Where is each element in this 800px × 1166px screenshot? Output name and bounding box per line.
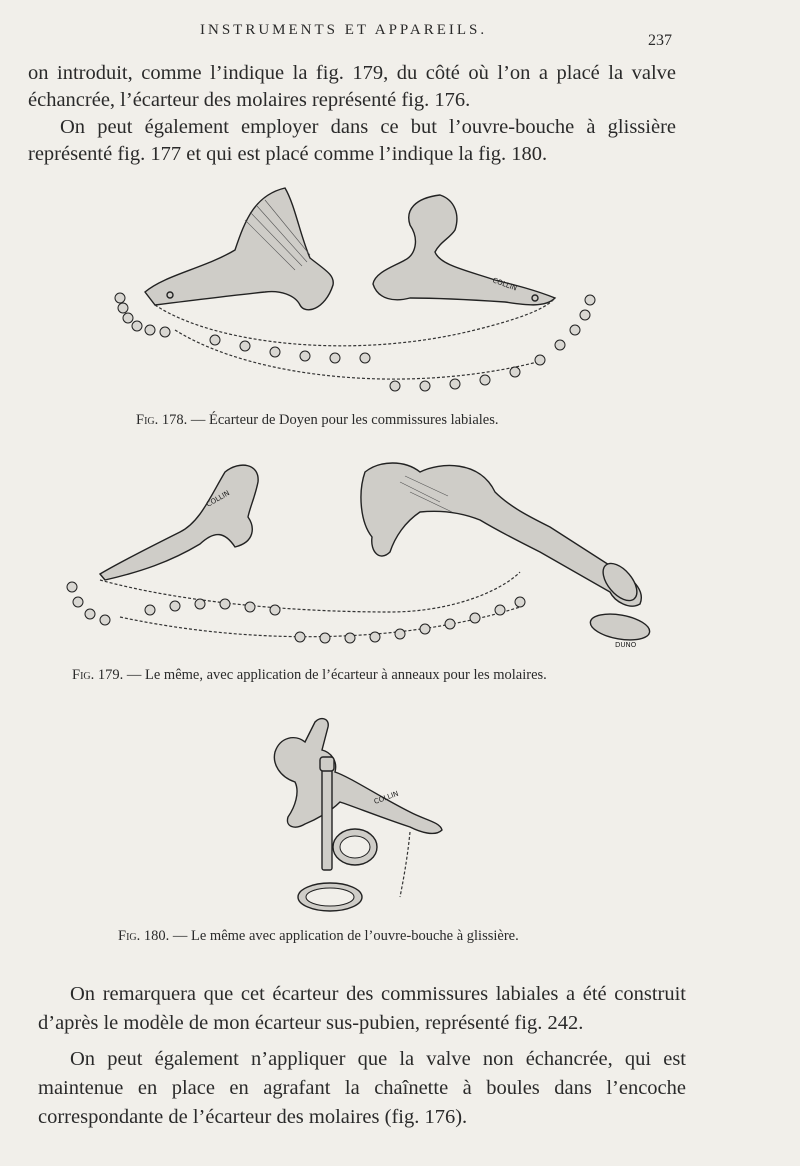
figure-179-caption-text: — Le même, avec application de l’écarteur à anneaux pour les molaires.: [123, 667, 547, 683]
figure-180-label: Fig. 180.: [118, 928, 170, 944]
figure-178-caption: [136, 412, 499, 429]
right-valve: [373, 195, 555, 305]
figure-178-illustration: [95, 180, 605, 400]
engraver-signature: DUNO: [615, 641, 637, 649]
molar-ring-retractor: [361, 463, 652, 644]
paragraph-3: On remarquera que cet écarteur des commissures labiales a été construit d’après le modèle de mon écarteur sus-pubien, représenté fig. 242.: [38, 983, 686, 1034]
bead-chain: [67, 582, 525, 643]
paragraph-1: on introduit, comme l’indique la fig. 179, du côté où l’on a placé la valve échancrée, l’écarteur des molaires représenté fig. 176.: [28, 62, 676, 111]
figure-179-illustration: [60, 452, 660, 657]
figure-180-caption: [118, 928, 519, 945]
paragraph-4: On peut également n’appliquer que la valve non échancrée, qui est maintenue en place en agrafant la chaînette à boules dans l’encoche correspondante de l’écarteur des molaires (fig. 176).: [38, 1048, 686, 1128]
left-valve: [100, 465, 258, 580]
engraving-collin-179: COLLIN: [205, 489, 232, 509]
figure-178-caption-text: — Écarteur de Doyen pour les commissures labiales.: [187, 412, 499, 428]
running-head: INSTRUMENTS ET APPAREILS.: [200, 22, 488, 38]
figure-180-caption-text: — Le même avec application de l’ouvre-bouche à glissière.: [169, 928, 519, 944]
engraving-collin-180: COLLIN: [372, 789, 400, 806]
bead-chain-right: [390, 295, 595, 391]
figure-180-illustration: [260, 712, 460, 917]
figure-178-label: Fig. 178.: [136, 412, 188, 428]
figure-179-caption: [72, 667, 547, 684]
engraving-collin-178: COLLIN: [491, 276, 519, 293]
paragraph-2: On peut également employer dans ce but l’ouvre-bouche à glissière représenté fig. 177 et qui est placé comme l’indique la fig. 180.: [28, 116, 676, 165]
figure-179-label: Fig. 179.: [72, 667, 124, 683]
sliding-mouth-gag: [274, 719, 442, 911]
page-number: 237: [648, 32, 672, 49]
